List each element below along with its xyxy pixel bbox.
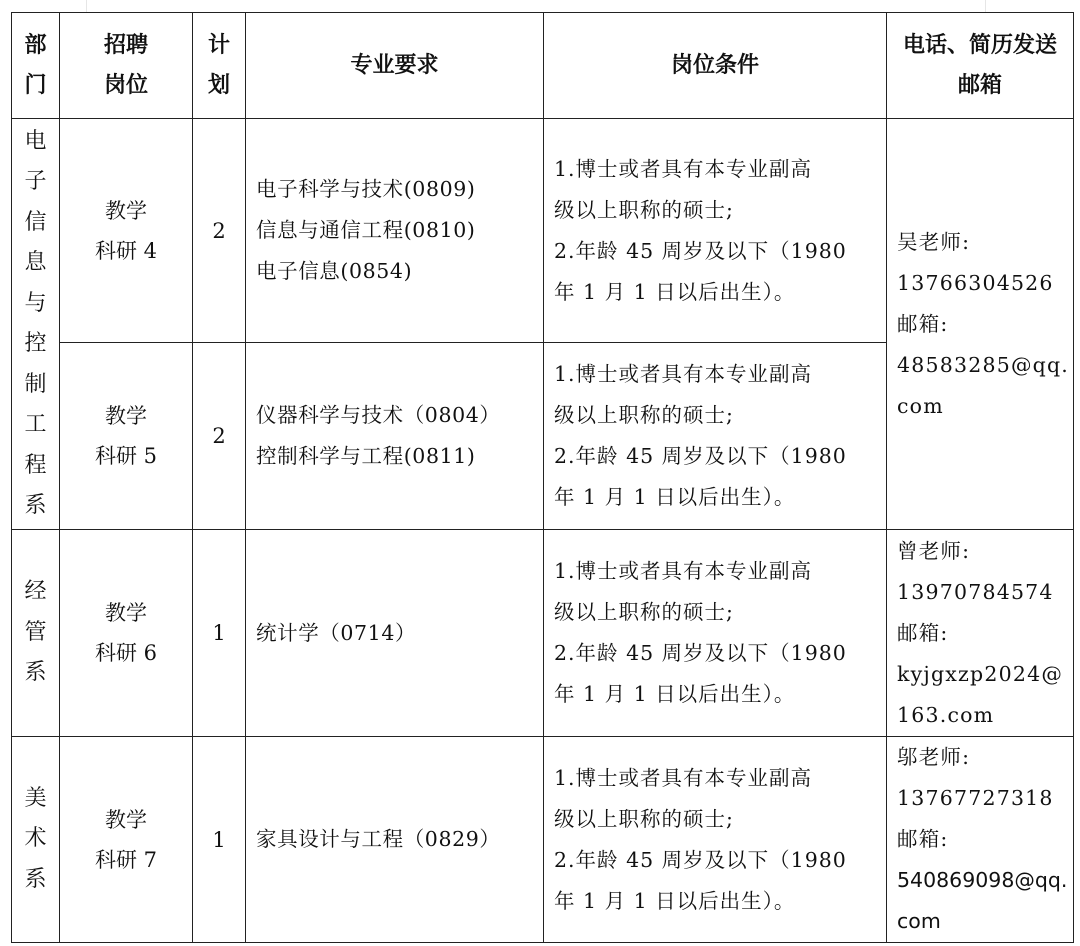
table-row [12,737,1074,943]
post-cell: 教学 科研 6 [60,530,193,737]
plan-count-cell: 1 [193,737,246,943]
post-cell: 教学 科研 5 [60,343,193,530]
job-conditions-cell: 1.博士或者具有本专业副高 级以上职称的硕士; 2.年龄 45 周岁及以下（1980 年 1 月 1 日以后出生）。 [544,343,887,530]
contact-email[interactable]: 48583285@qq.com [897,352,1070,418]
header-row [12,13,1074,119]
plan-count-cell: 2 [193,119,246,343]
table-row [12,119,1074,343]
post-cell: 教学 科研 4 [60,119,193,343]
header-dept: 部 门 [12,13,60,119]
contact-cell: 曾老师: 13970784574 邮箱: kyjgxzp2024@163.com [887,530,1074,737]
contact-email[interactable]: 540869098@qq.com [897,868,1068,933]
post-cell: 教学 科研 7 [60,737,193,943]
table-row [12,530,1074,737]
header-contact: 电话、简历发送 邮箱 [887,13,1074,119]
header-conditions: 岗位条件 [544,13,887,119]
plan-count-cell: 1 [193,530,246,737]
job-conditions-cell: 1.博士或者具有本专业副高 级以上职称的硕士; 2.年龄 45 周岁及以下（1980 年 1 月 1 日以后出生）。 [544,737,887,943]
job-conditions-cell: 1.博士或者具有本专业副高 级以上职称的硕士; 2.年龄 45 周岁及以下（1980 年 1 月 1 日以后出生）。 [544,119,887,343]
dept-name-cell: 美 术 系 [12,737,60,943]
major-requirement-cell: 电子科学与技术(0809) 信息与通信工程(0810) 电子信息(0854) [246,119,544,343]
contact-cell: 邬老师: 13767727318 邮箱: 540869098@qq.com [887,737,1074,943]
header-plan: 计 划 [193,13,246,119]
dept-name-cell: 电 子 信 息 与 控 制 工 程 系 [12,119,60,530]
major-requirement-cell: 统计学（0714） [246,530,544,737]
header-major: 专业要求 [246,13,544,119]
dept-name-cell: 经 管 系 [12,530,60,737]
plan-count-cell: 2 [193,343,246,530]
major-requirement-cell: 仪器科学与技术（0804） 控制科学与工程(0811) [246,343,544,530]
top-border-fragment [86,0,986,12]
contact-cell: 吴老师: 13766304526 邮箱: 48583285@qq.com [887,119,1074,530]
header-post: 招聘 岗位 [60,13,193,119]
contact-email[interactable]: kyjgxzp2024@163.com [897,661,1064,727]
major-requirement-cell: 家具设计与工程（0829） [246,737,544,943]
job-conditions-cell: 1.博士或者具有本专业副高 级以上职称的硕士; 2.年龄 45 周岁及以下（1980 年 1 月 1 日以后出生）。 [544,530,887,737]
recruitment-table [11,12,1074,943]
